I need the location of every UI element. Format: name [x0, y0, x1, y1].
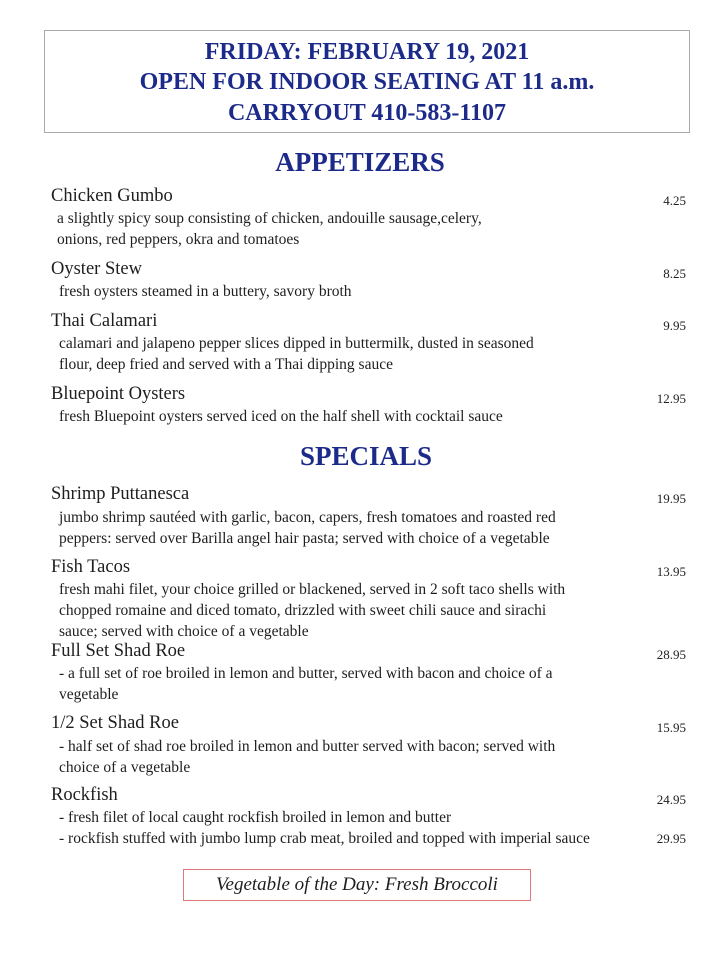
desc-fish-tacos-3: sauce; served with choice of a vegetable: [59, 623, 309, 640]
header-date: FRIDAY: FEBRUARY 19, 2021: [204, 39, 530, 65]
desc-chicken-gumbo-2: onions, red peppers, okra and tomatoes: [57, 231, 300, 248]
price-shrimp-puttanesca: 19.95: [656, 491, 686, 506]
header-box: [44, 30, 690, 133]
header-carryout: CARRYOUT 410-583-1107: [227, 100, 507, 126]
desc-fish-tacos-2: chopped romaine and diced tomato, drizzled with sweet chili sauce and sirachi: [59, 602, 547, 619]
appetizers-title: APPETIZERS: [275, 147, 445, 177]
specials-title: SPECIALS: [299, 441, 433, 471]
price-rockfish-stuffed: 29.95: [656, 831, 686, 846]
desc-half-set-shad-roe-1: - half set of shad roe broiled in lemon and butter served with bacon; served with: [59, 738, 556, 755]
item-name-rockfish: Rockfish: [51, 785, 118, 805]
desc-thai-calamari-1: calamari and jalapeno pepper slices dipped in buttermilk, dusted in seasoned: [59, 335, 534, 352]
desc-bluepoint-oysters: fresh Bluepoint oysters served iced on the half shell with cocktail sauce: [59, 408, 503, 425]
item-name-full-set-shad-roe: Full Set Shad Roe: [51, 641, 186, 661]
item-name-thai-calamari: Thai Calamari: [51, 311, 158, 331]
desc-oyster-stew: fresh oysters steamed in a buttery, savory broth: [59, 283, 352, 300]
item-name-fish-tacos: Fish Tacos: [51, 557, 131, 577]
item-name-bluepoint-oysters: Bluepoint Oysters: [51, 384, 186, 404]
price-oyster-stew: 8.25: [663, 266, 686, 281]
item-name-shrimp-puttanesca: Shrimp Puttanesca: [51, 484, 190, 504]
desc-fish-tacos-1: fresh mahi filet, your choice grilled or blackened, served in 2 soft taco shells with: [59, 581, 566, 598]
price-half-set-shad-roe: 15.95: [656, 720, 686, 735]
item-name-half-set-shad-roe: 1/2 Set Shad Roe: [51, 713, 179, 733]
price-fish-tacos: 13.95: [656, 564, 686, 579]
price-rockfish: 24.95: [656, 792, 686, 807]
desc-full-set-shad-roe-2: vegetable: [59, 686, 119, 703]
price-chicken-gumbo: 4.25: [663, 193, 686, 208]
price-full-set-shad-roe: 28.95: [656, 647, 686, 662]
desc-rockfish-2: - rockfish stuffed with jumbo lump crab meat, broiled and topped with imperial sauce: [59, 830, 590, 847]
item-name-oyster-stew: Oyster Stew: [51, 259, 142, 279]
price-bluepoint-oysters: 12.95: [656, 391, 686, 406]
desc-shrimp-puttanesca-2: peppers: served over Barilla angel hair pasta; served with choice of a vegetable: [59, 530, 550, 547]
price-thai-calamari: 9.95: [663, 318, 686, 333]
desc-rockfish-1: - fresh filet of local caught rockfish broiled in lemon and butter: [59, 809, 452, 826]
desc-full-set-shad-roe-1: - a full set of roe broiled in lemon and butter, served with bacon and choice of a: [59, 665, 553, 682]
header-seating: OPEN FOR INDOOR SEATING AT 11 a.m.: [139, 69, 595, 95]
desc-half-set-shad-roe-2: choice of a vegetable: [59, 759, 191, 776]
item-name-chicken-gumbo: Chicken Gumbo: [51, 186, 173, 206]
desc-chicken-gumbo-1: a slightly spicy soup consisting of chicken, andouille sausage,celery,: [57, 210, 482, 227]
desc-thai-calamari-2: flour, deep fried and served with a Thai dipping sauce: [59, 356, 393, 373]
desc-shrimp-puttanesca-1: jumbo shrimp sautéed with garlic, bacon, capers, fresh tomatoes and roasted red: [59, 509, 556, 526]
vegetable-of-the-day: Vegetable of the Day: Fresh Broccoli: [183, 869, 531, 901]
